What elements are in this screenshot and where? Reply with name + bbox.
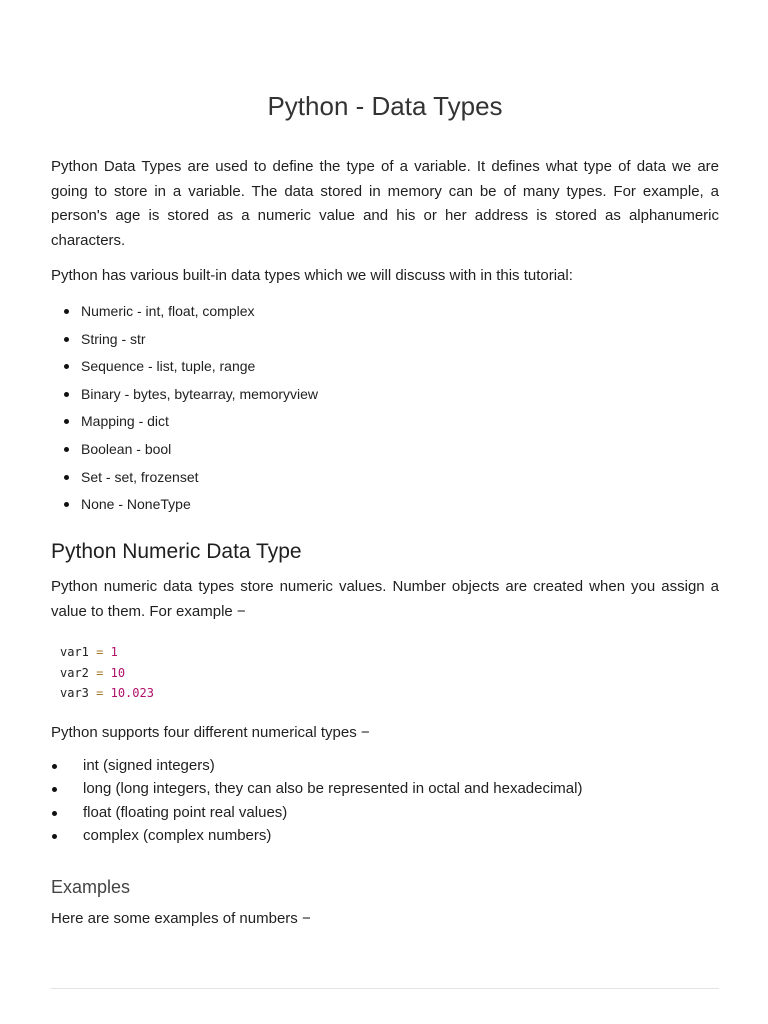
examples-description: Here are some examples of numbers − <box>51 910 311 927</box>
builtin-types-list <box>51 299 719 520</box>
list-item <box>51 437 719 465</box>
code-line <box>60 642 154 663</box>
bullet-icon <box>64 502 69 507</box>
list-item <box>51 492 719 520</box>
bullet-icon <box>64 364 69 369</box>
numeric-types-list <box>51 755 719 848</box>
list-item-text: Sequence - list, tuple, range <box>81 358 256 375</box>
code-operator: = <box>96 665 104 680</box>
page-title: Python - Data Types <box>267 91 503 121</box>
list-item-text: Boolean - bool <box>81 440 172 457</box>
bullet-icon <box>52 834 57 839</box>
bullet-icon <box>64 419 69 424</box>
code-number: 1 <box>110 645 118 659</box>
intro-paragraph: Python Data Types are used to define the type of a variable. It defines what type of data we are going to store in a variable. The data stored in memory can be of many types. For example, a person's age is stored as a numeric value and his or her address is stored as alphanumeric characters. <box>51 158 719 249</box>
list-item <box>51 327 719 355</box>
bullet-icon <box>64 309 69 314</box>
list-item <box>51 354 719 382</box>
bullet-icon <box>52 787 57 792</box>
list-item <box>51 409 719 437</box>
divider <box>51 988 719 989</box>
bullet-icon <box>64 447 69 452</box>
numeric-section-heading: Python Numeric Data Type <box>51 540 302 563</box>
builtin-intro-paragraph: Python has various built-in data types which we will discuss with in this tutorial: <box>51 267 573 284</box>
code-line <box>60 683 154 704</box>
code-var: var1 <box>60 645 89 659</box>
list-item <box>51 755 719 778</box>
list-item-text: Mapping - dict <box>81 413 169 430</box>
list-item-text: Set - set, frozenset <box>81 468 199 485</box>
bullet-icon <box>64 392 69 397</box>
list-item <box>51 825 719 848</box>
code-number: 10.023 <box>110 686 154 701</box>
list-item-text: float (floating point real values) <box>83 803 288 821</box>
bullet-icon <box>64 337 69 342</box>
numeric-description: Python numeric data types store numeric values. Number objects are created when you assign a value to them. For example − <box>51 578 719 620</box>
code-operator: = <box>96 686 104 701</box>
code-var: var2 <box>60 665 89 680</box>
code-number: 10 <box>110 665 126 680</box>
examples-heading: Examples <box>51 877 131 897</box>
list-item <box>51 299 719 327</box>
list-item-text: Binary - bytes, bytearray, memoryview <box>81 385 319 402</box>
bullet-icon <box>52 764 57 769</box>
bullet-icon <box>52 811 57 816</box>
list-item-text: long (long integers, they can also be represented in octal and hexadecimal) <box>83 780 583 798</box>
list-item <box>51 382 719 410</box>
code-var: var3 <box>60 686 89 701</box>
list-item-text: String - str <box>81 330 146 347</box>
list-item <box>51 465 719 493</box>
list-item-text: Numeric - int, float, complex <box>81 303 255 319</box>
list-item <box>51 802 719 825</box>
list-item-text: None - NoneType <box>81 496 191 513</box>
code-line <box>60 663 154 684</box>
list-item-text: int (signed integers) <box>83 757 215 774</box>
list-item-text: complex (complex numbers) <box>83 826 272 844</box>
bullet-icon <box>64 475 69 480</box>
code-operator: = <box>96 645 104 659</box>
code-block <box>60 642 154 704</box>
four-types-intro: Python supports four different numerical types − <box>51 724 370 741</box>
list-item <box>51 778 719 801</box>
